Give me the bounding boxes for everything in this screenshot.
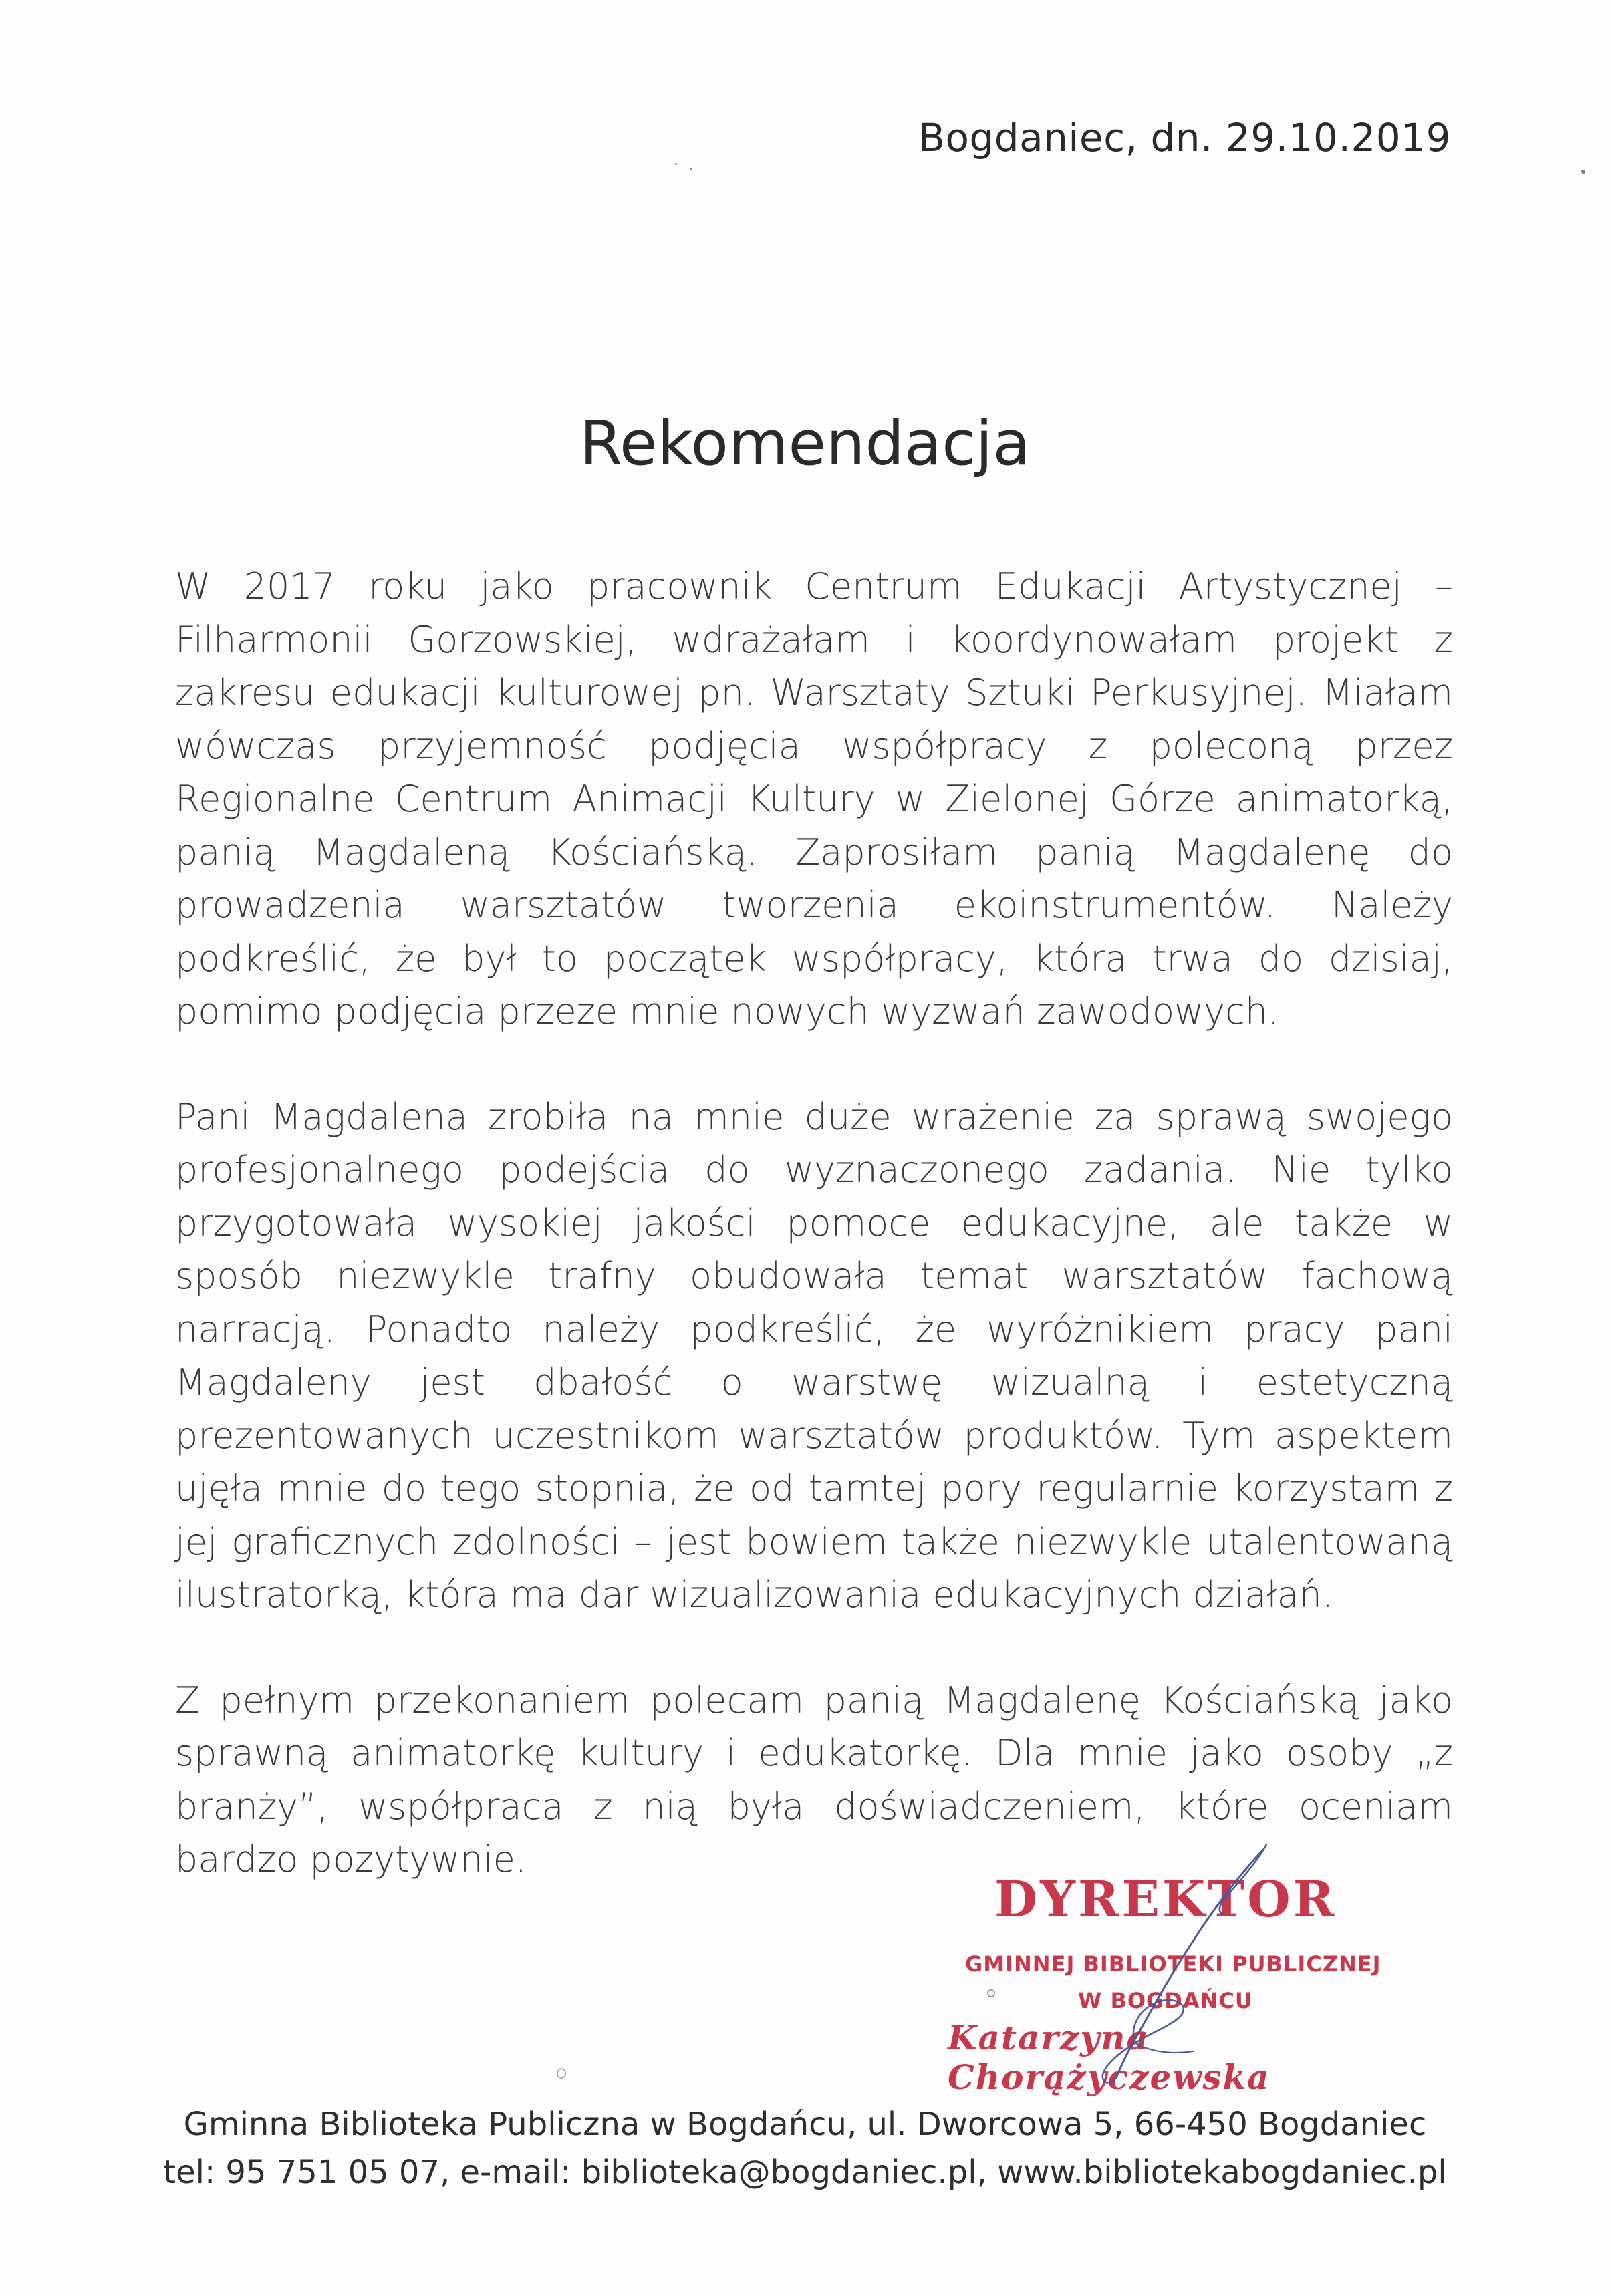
handwritten-signature: [1016, 1831, 1297, 2098]
page-title: Rekomendacja: [579, 408, 1031, 479]
scan-speck: [675, 163, 677, 165]
paragraph-1: W 2017 roku jako pracownik Centrum Edukacji Artystycznej – Filharmonii Gorzowskiej, wdrażałam i koordynowałam projekt z zakresu edukacji kulturowej pn. Warsztaty Sztuki Perkusyjnej. Miałam wówczas przyjemność podjęcia współpracy z poleconą przez Regionalne Centrum Animacji Kultury w Zielonej Górze animatorką, panią Magdaleną Kościańską. Zaprosiłam panią Magdalenę do prowadzenia warsztatów tworzenia ekoinstrumentów. Należy podkreślić, że był to początek współpracy, która trwa do dzisiaj, pomimo podjęcia przeze mnie nowych wyzwań zawodowych.: [175, 565, 1453, 1032]
scan-speck: [987, 1989, 995, 1997]
letter-body: [175, 560, 1453, 1939]
footer-address: Gminna Biblioteka Publiczna w Bogdańcu, ul. Dworcowa 5, 66-450 Bogdaniec: [183, 2106, 1427, 2143]
stamp-name: Katarzyna Chorążyczewska: [948, 2018, 1270, 2097]
footer-contact: tel: 95 751 05 07, e-mail: biblioteka@bogdaniec.pl, www.bibliotekabogdaniec.pl: [163, 2154, 1447, 2191]
scan-speck: [1581, 170, 1585, 174]
stamp-location: W BOGDAŃCU: [1078, 1988, 1253, 2013]
scan-speck: [557, 2068, 566, 2079]
paragraph-3: Z pełnym przekonaniem polecam panią Magdalenę Kościańską jako sprawną animatorkę kultury i edukatorkę. Dla mnie jako osoby „z branży”, współpraca z nią była doświadczeniem, które oceniam bardzo pozytywnie.: [175, 1679, 1453, 1880]
stamp-institution: GMINNEJ BIBLIOTEKI PUBLICZNEJ: [965, 1951, 1381, 1977]
letter-footer: [0, 2100, 1610, 2196]
scan-speck: [690, 168, 692, 170]
stamp-title: DYREKTOR: [994, 1871, 1337, 1928]
paragraph-2: Pani Magdalena zrobiła na mnie duże wrażenie za sprawą swojego profesjonalnego podejścia do wyznaczonego zadania. Nie tylko przygotowała wysokiej jakości pomoce edukacyjne, ale także w sposób niezwykle trafny obudowała temat warsztatów fachową narracją. Ponadto należy podkreślić, że wyróżnikiem pracy pani Magdaleny jest dbałość o warstwę wizualną i estetyczną prezentowanych uczestnikom warsztatów produktów. Tym aspektem ujęła mnie do tego stopnia, że od tamtej pory regularnie korzystam z jej graficznych zdolności – jest bowiem także niezwykle utalentowaną ilustratorką, która ma dar wizualizowania edukacyjnych działań.: [175, 1095, 1453, 1616]
date-line: Bogdaniec, dn. 29.10.2019: [918, 115, 1451, 160]
